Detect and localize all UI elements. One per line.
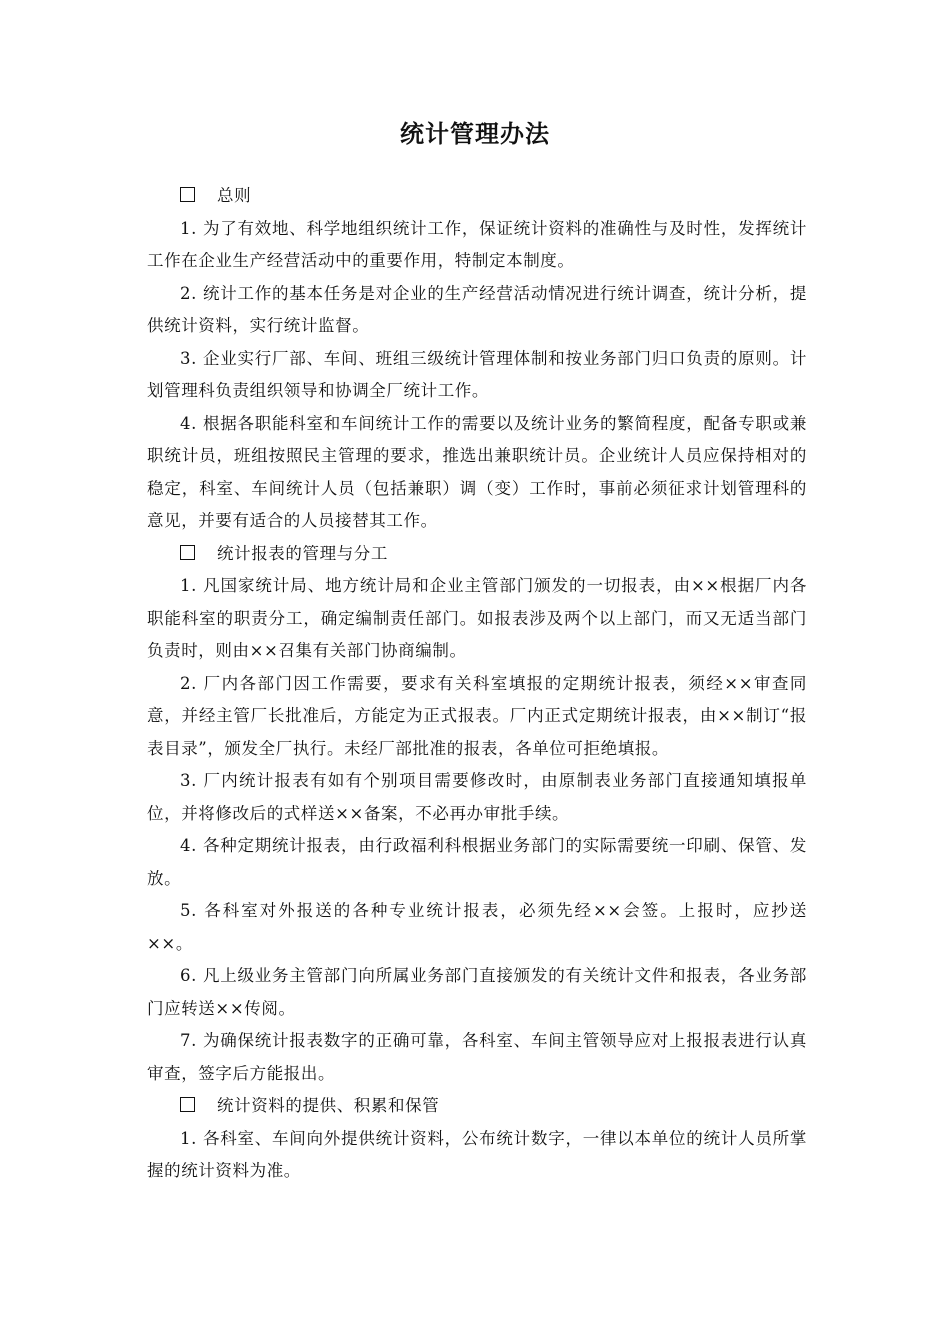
document-body (147, 180, 807, 1188)
section-heading-text: 统计资料的提供、积累和保管 (217, 1096, 440, 1115)
paragraph: 7. 为确保统计报表数字的正确可靠，各科室、车间主管领导应对上报报表进行认真审查，签字后方能报出。 (147, 1031, 807, 1083)
checkbox-icon (180, 1097, 195, 1112)
checkbox-icon (180, 545, 195, 560)
section-heading (147, 180, 807, 213)
paragraph: 2. 厂内各部门因工作需要，要求有关科室填报的定期统计报表，须经××审查同意，并经主管厂长批准后，方能定为正式报表。厂内正式定期统计报表，由××制订“报表目录”，颁发全厂执行。未经厂部批准的报表，各单位可拒绝填报。 (147, 673, 807, 758)
paragraph: 1. 为了有效地、科学地组织统计工作，保证统计资料的准确性与及时性，发挥统计工作在企业生产经营活动中的重要作用，特制定本制度。 (147, 218, 807, 270)
paragraph: 1. 凡国家统计局、地方统计局和企业主管部门颁发的一切报表，由××根据厂内各职能科室的职责分工，确定编制责任部门。如报表涉及两个以上部门，而又无适当部门负责时，则由××召集有关部门协商编制。 (147, 576, 807, 660)
checkbox-icon (180, 187, 195, 202)
section-heading (147, 538, 807, 571)
section-heading-text: 总则 (217, 186, 252, 205)
paragraph: 1. 各科室、车间向外提供统计资料，公布统计数字，一律以本单位的统计人员所掌握的统计资料为准。 (147, 1128, 807, 1180)
paragraph: 5. 各科室对外报送的各种专业统计报表，必须先经××会签。上报时，应抄送××。 (147, 901, 807, 953)
paragraph: 3. 企业实行厂部、车间、班组三级统计管理体制和按业务部门归口负责的原则。计划管理科负责组织领导和协调全厂统计工作。 (147, 348, 807, 400)
section-heading-text: 统计报表的管理与分工 (217, 543, 388, 563)
section-heading (147, 1090, 807, 1123)
paragraph: 4. 各种定期统计报表，由行政福利科根据业务部门的实际需要统一印刷、保管、发放。 (147, 836, 807, 888)
paragraph: 2. 统计工作的基本任务是对企业的生产经营活动情况进行统计调查，统计分析，提供统计资料，实行统计监督。 (147, 283, 807, 335)
paragraph: 3. 厂内统计报表有如有个别项目需要修改时，由原制表业务部门直接通知填报单位，并将修改后的式样送××备案，不必再办审批手续。 (147, 771, 807, 823)
paragraph: 4. 根据各职能科室和车间统计工作的需要以及统计业务的繁简程度，配备专职或兼职统计员，班组按照民主管理的要求，推选出兼职统计员。企业统计人员应保持相对的稳定，科室、车间统计人员（包括兼职）调（变）工作时，事前必须征求计划管理科的意见，并要有适合的人员接替其工作。 (147, 413, 807, 530)
paragraph: 6. 凡上级业务主管部门向所属业务部门直接颁发的有关统计文件和报表，各业务部门应转送××传阅。 (147, 966, 807, 1018)
page-title: 统计管理办法 (400, 120, 550, 148)
